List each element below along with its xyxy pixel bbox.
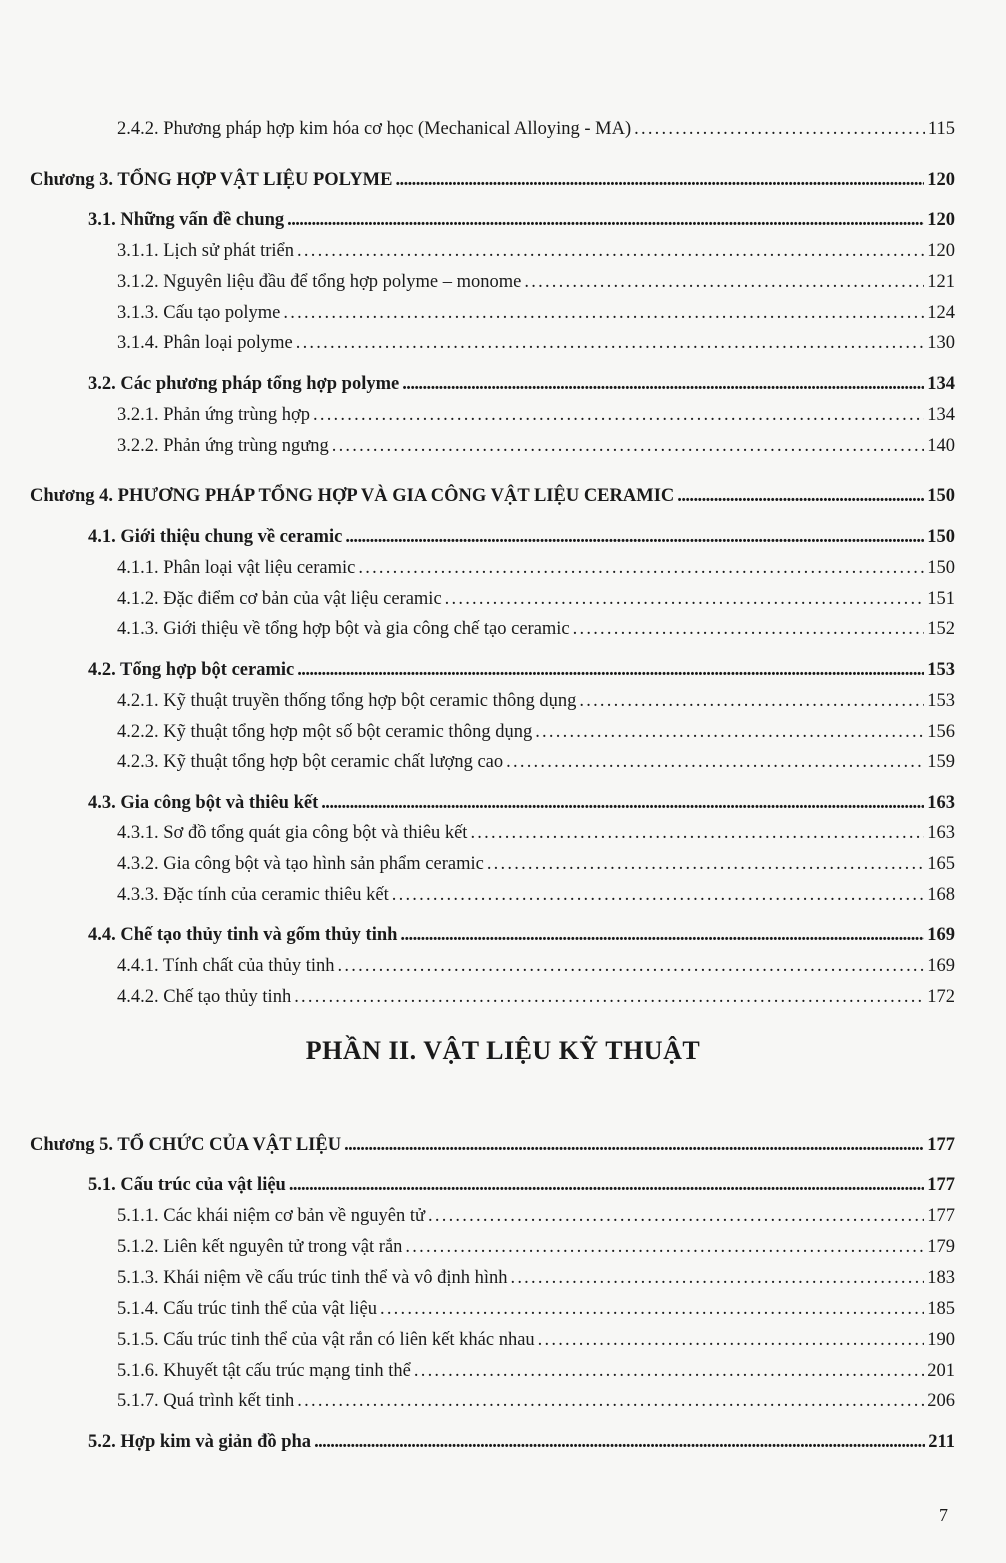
dot-leader [634,115,925,143]
toc-entry [117,1357,955,1385]
toc-entry-page: 134 [927,405,955,425]
toc-entry-page: 201 [927,1361,955,1381]
toc-entry [117,432,955,460]
toc-entry-title: 3.1. Những vấn đề chung [88,210,285,230]
toc-entry-title: 5.1.4. Cấu trúc tinh thể của vật liệu [117,1299,377,1319]
toc-entry [117,554,955,582]
toc-entry [117,1295,955,1323]
toc-entry-title: 3.1.1. Lịch sử phát triển [117,241,295,261]
toc-entry-page: 211 [928,1432,955,1452]
dot-leader [287,206,924,234]
dot-leader [321,789,924,817]
toc-section [88,921,955,949]
toc-entry-page: 165 [927,854,955,874]
toc-entry [117,850,955,878]
toc-entry-title: 5.1.5. Cấu trúc tinh thể của vật rắn có liên kết khác nhau [117,1330,535,1350]
toc-section [88,789,955,817]
dot-leader [344,1131,924,1159]
toc-entry-title: 4.2.1. Kỹ thuật truyền thống tổng hợp bột ceramic thông dụng [117,691,577,711]
toc-entry-page: 134 [927,374,955,394]
toc-entry [117,329,955,357]
toc-section [88,370,955,398]
toc-entry [117,718,955,746]
toc-entry [117,983,955,1011]
dot-leader [579,687,924,715]
dot-leader [395,166,924,194]
dot-leader [380,1295,924,1323]
dot-leader [445,585,925,613]
dot-leader [470,819,924,847]
toc-entry-page: 163 [927,823,955,843]
toc-entry-page: 120 [927,241,955,261]
toc-entry-title: 4.3.3. Đặc tính của ceramic thiêu kết [117,885,389,905]
toc-entry-page: 179 [927,1237,955,1257]
toc-entry-page: 150 [927,486,955,506]
dot-leader [283,299,924,327]
toc-entry-page: 183 [927,1268,955,1288]
toc-entry [117,1202,955,1230]
dot-leader [538,1326,925,1354]
toc-entry [117,615,955,643]
toc-entry-title: 3.2.1. Phản ứng trùng hợp [117,405,310,425]
toc-entry-title: 3.2.2. Phản ứng trùng ngưng [117,436,329,456]
toc-entry-title: 5.1.2. Liên kết nguyên tử trong vật rắn [117,1237,403,1257]
toc-entry-page: 153 [927,660,955,680]
toc-entry [117,819,955,847]
dot-leader [506,748,924,776]
toc-entry-title: 4.4.2. Chế tạo thủy tinh [117,987,292,1007]
toc-entry-page: 163 [927,793,955,813]
toc-entry [117,687,955,715]
toc-entry [117,952,955,980]
dot-leader [297,656,924,684]
toc-entry-page: 120 [927,170,955,190]
toc-entry [117,1233,955,1261]
dot-leader [332,432,925,460]
toc-entry-title: 3.1.4. Phân loại polyme [117,333,293,353]
toc-entry-title: 5.1.7. Quá trình kết tinh [117,1391,295,1411]
toc-entry-title: 3.1.2. Nguyên liệu đầu để tổng hợp polyme – monome [117,272,522,292]
toc-entry-page: 169 [927,956,955,976]
dot-leader [313,401,924,429]
dot-leader [510,1264,924,1292]
toc-entry-title: 5.1. Cấu trúc của vật liệu [88,1175,286,1195]
toc-entry-title: 4.3.2. Gia công bột và tạo hình sản phẩm ceramic [117,854,484,874]
toc-entry-page: 177 [927,1175,955,1195]
dot-leader [314,1428,925,1456]
toc-entry-page: 168 [927,885,955,905]
toc-entry [117,268,955,296]
toc-chapter [30,482,955,510]
dot-leader [405,1233,924,1261]
toc-entry-page: 185 [927,1299,955,1319]
toc-entry-title: 4.2.3. Kỹ thuật tổng hợp bột ceramic chất lượng cao [117,752,504,772]
toc-entry-title: 4.1.2. Đặc điểm cơ bản của vật liệu ceramic [117,589,442,609]
toc-section [88,523,955,551]
dot-leader [358,554,924,582]
dot-leader [297,237,924,265]
toc-entry-title: 5.1.6. Khuyết tật cấu trúc mạng tinh thể [117,1361,411,1381]
toc-entry [117,1326,955,1354]
toc-section [88,656,955,684]
toc-entry-title: 4.3. Gia công bột và thiêu kết [88,793,319,813]
dot-leader [428,1202,924,1230]
dot-leader [573,615,925,643]
toc-chapter [30,166,955,194]
toc-entry [117,748,955,776]
toc-entry-title: 4.2.2. Kỹ thuật tổng hợp một số bột ceramic thông dụng [117,722,533,742]
toc-entry-page: 169 [927,925,955,945]
dot-leader [345,523,924,551]
toc-entry-title: 4.3.1. Sơ đồ tổng quát gia công bột và thiêu kết [117,823,468,843]
toc-entry-page: 206 [927,1391,955,1411]
toc-entry-page: 130 [927,333,955,353]
toc-section [88,206,955,234]
dot-leader [338,952,925,980]
page-number: 7 [939,1505,948,1525]
toc-entry [117,299,955,327]
toc-entry-page: 121 [927,272,955,292]
toc-entry-page: 153 [927,691,955,711]
toc-entry-title: 3.1.3. Cấu tạo polyme [117,303,281,323]
toc-entry-title: 4.1.3. Giới thiệu về tổng hợp bột và gia công chế tạo ceramic [117,619,570,639]
toc-entry-page: 172 [927,987,955,1007]
dot-leader [677,482,924,510]
toc-entry [117,237,955,265]
toc-entry [117,401,955,429]
toc-entry-page: 150 [927,527,955,547]
toc-chapter [30,1131,955,1159]
toc-entry-page: 115 [927,119,955,139]
toc-entry-page: 159 [927,752,955,772]
toc-entry [117,881,955,909]
toc-entry [117,585,955,613]
part-title: PHẦN II. VẬT LIỆU KỸ THUẬT [305,1036,701,1065]
dot-leader [400,921,924,949]
toc-entry-page: 140 [927,436,955,456]
dot-leader [524,268,924,296]
toc-entry-title: 4.1.1. Phân loại vật liệu ceramic [117,558,356,578]
toc-entry-title: 5.1.1. Các khái niệm cơ bản về nguyên tử [117,1206,426,1226]
dot-leader [414,1357,924,1385]
toc-section [88,1428,955,1456]
toc-entry-title: 4.4. Chế tạo thủy tinh và gốm thủy tinh [88,925,398,945]
toc-entry-page: 156 [927,722,955,742]
dot-leader [297,1387,924,1415]
toc-entry-title: Chương 5. TỔ CHỨC CỦA VẬT LIỆU [30,1135,342,1155]
dot-leader [535,718,924,746]
dot-leader [296,329,925,357]
toc-entry-page: 120 [927,210,955,230]
toc-entry-title: 3.2. Các phương pháp tổng hợp polyme [88,374,400,394]
toc-entry [117,115,955,143]
toc-entry-title: 2.4.2. Phương pháp hợp kim hóa cơ học (Mechanical Alloying - MA) [117,119,632,139]
toc-entry-page: 190 [927,1330,955,1350]
dot-leader [289,1171,924,1199]
dot-leader [402,370,924,398]
toc-entry-page: 177 [927,1206,955,1226]
toc-entry-title: Chương 3. TỔNG HỢP VẬT LIỆU POLYME [30,170,393,190]
toc-entry [117,1264,955,1292]
toc-entry-title: 4.2. Tổng hợp bột ceramic [88,660,295,680]
toc-entry-page: 151 [927,589,955,609]
toc-section [88,1171,955,1199]
toc-entry [117,1387,955,1415]
dot-leader [392,881,925,909]
toc-entry-title: 4.1. Giới thiệu chung về ceramic [88,527,343,547]
toc-entry-page: 124 [927,303,955,323]
dot-leader [487,850,924,878]
toc-entry-title: 5.1.3. Khái niệm về cấu trúc tinh thể và vô định hình [117,1268,508,1288]
toc-entry-page: 152 [927,619,955,639]
toc-entry-title: Chương 4. PHƯƠNG PHÁP TỔNG HỢP VÀ GIA CÔNG VẬT LIỆU CERAMIC [30,486,675,506]
toc-entry-page: 150 [927,558,955,578]
dot-leader [294,983,924,1011]
toc-entry-title: 4.4.1. Tính chất của thủy tinh [117,956,335,976]
toc-entry-title: 5.2. Hợp kim và giản đồ pha [88,1432,312,1452]
toc-entry-page: 177 [927,1135,955,1155]
